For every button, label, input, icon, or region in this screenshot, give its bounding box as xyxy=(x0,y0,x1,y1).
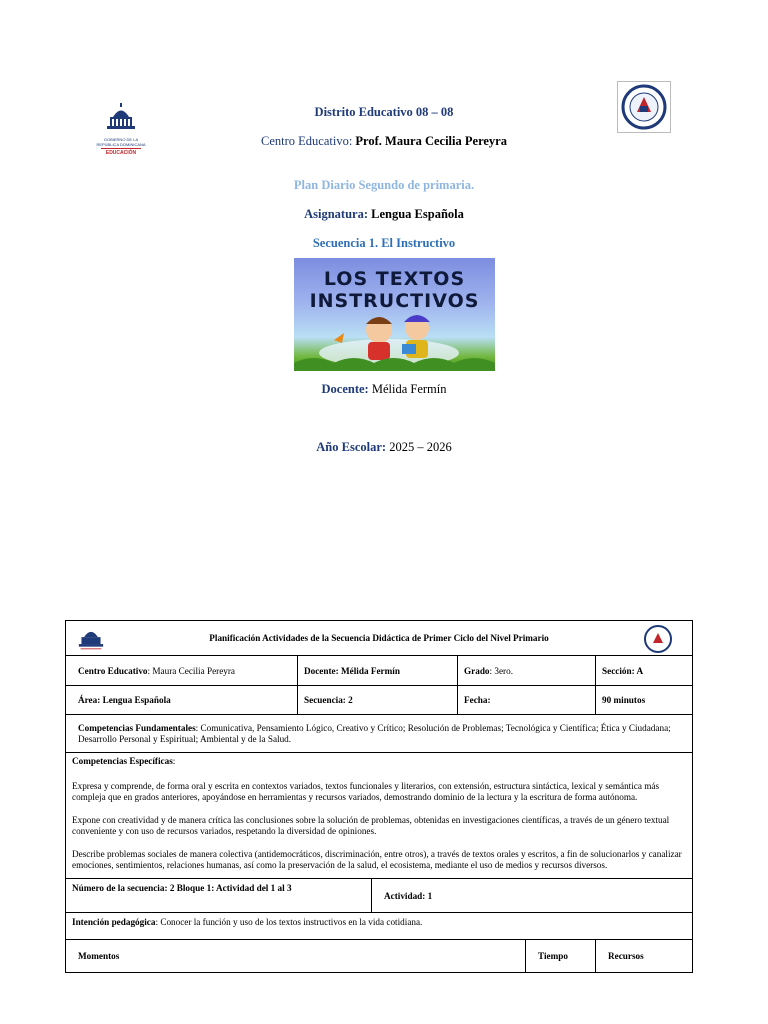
table-seal-icon xyxy=(642,624,674,654)
cover-title-line1: LOS TEXTOS xyxy=(323,268,466,290)
center-value: Prof. Maura Cecilia Pereyra xyxy=(355,134,507,148)
activity-label: Actividad xyxy=(384,890,423,901)
section-cell-value: : A xyxy=(631,665,644,676)
year-label: Año Escolar: xyxy=(316,440,387,454)
grade-cell xyxy=(458,656,596,686)
sequence-number-value: : 2 Bloque 1 xyxy=(164,883,212,893)
specific-label: Competencias Específicas xyxy=(72,756,173,766)
duration-cell xyxy=(596,686,693,715)
fundamental-label: Competencias Fundamentales xyxy=(78,722,196,733)
district-label: Distrito Educativo 08 – 08 xyxy=(314,105,454,119)
planning-table xyxy=(65,620,693,973)
teacher-line xyxy=(0,382,768,397)
grade-cell-label: Grado xyxy=(464,665,490,676)
section-cell-label: Sección xyxy=(602,665,632,676)
moments-cell xyxy=(66,940,526,973)
intention-label: Intención pedagógica xyxy=(72,917,156,927)
specific-paragraph-3: Describe problemas sociales de manera colectiva (antidemocráticos, discriminación, entre otros), a través de textos orales y escritos, a fin de solucionarlos y canalizar emociones, sentimientos, relaciones humanas, así como la preservación de la salud, el ecosistema, mediante el uso de medios y recursos diversos. xyxy=(72,849,682,870)
sequence-cell-label: Secuencia xyxy=(304,695,343,705)
teacher-label: Docente: xyxy=(321,382,369,396)
date-label: Fecha: xyxy=(464,695,491,705)
section-cell xyxy=(596,656,693,686)
fundamental-text: : Comunicativa, Pensamiento Lógico, Creativo y Crítico; Resolución de Problemas; Tecnológica y Científica; Ética y Ciudadana; Desarrollo Personal y Espiritual; Ambiental y de la Salud. xyxy=(78,722,671,744)
center-label: Centro Educativo: xyxy=(261,134,353,148)
activity-value: : 1 xyxy=(422,890,433,901)
school-year-line xyxy=(0,440,768,455)
subject-value: Lengua Española xyxy=(371,207,464,221)
activity-range: : Actividad del 1 al 3 xyxy=(211,883,292,893)
table-title-cell xyxy=(66,621,693,656)
sequence-cell xyxy=(298,686,458,715)
district-title xyxy=(0,105,768,120)
fundamental-cell xyxy=(66,715,693,753)
center-cell xyxy=(66,656,298,686)
time-cell xyxy=(526,940,596,973)
gov-logo-line2: REPÚBLICA DOMINICANA xyxy=(96,142,146,147)
grade-cell-value: : 3ero. xyxy=(489,665,514,676)
area-value: Área: Lengua Española xyxy=(78,695,171,705)
moments-header-row xyxy=(66,940,693,973)
gov-logo-line1: GOBIERNO DE LA xyxy=(103,137,139,142)
info-row-1 xyxy=(66,656,693,686)
gov-logo-line3: EDUCACIÓN xyxy=(105,150,137,156)
teacher-cell xyxy=(298,656,458,686)
specific-paragraph-1: Expresa y comprende, de forma oral y escrita en contextos variados, textos funcionales y literarios, con extensión, estructura sintáctica, lexical y semántica más compleja que en grados anteriores, apoyándose en herramientas y recursos variados, demostrando dominio de la lectura y la escritura de forma autónoma. xyxy=(72,781,660,802)
activity-cell xyxy=(372,879,693,913)
subject-line xyxy=(0,207,768,222)
resources-header: Recursos xyxy=(608,951,644,961)
sequence-number-label: Número de la secuencia xyxy=(72,883,165,893)
center-cell-label: Centro Educativo xyxy=(78,665,148,676)
cover-title-line2: INSTRUCTIVOS xyxy=(309,290,480,312)
children-reading-icon xyxy=(294,258,495,371)
resources-cell xyxy=(596,940,693,973)
table-header-row xyxy=(66,621,693,656)
fundamental-row xyxy=(66,715,693,753)
plan-title-text: Plan Diario Segundo de primaria. xyxy=(293,178,475,192)
table-title: Planificación Actividades de la Secuencia Didáctica de Primer Ciclo del Nivel Primario xyxy=(209,633,549,643)
intention-row xyxy=(66,913,693,940)
center-cell-value: : Maura Cecilia Pereyra xyxy=(147,665,236,676)
moments-header: Momentos xyxy=(78,951,120,961)
teacher-cell-label: Docente xyxy=(304,665,336,676)
sequence-title-text: Secuencia 1. El Instructivo xyxy=(312,236,456,250)
intention-cell xyxy=(66,913,693,940)
info-row-2 xyxy=(66,686,693,715)
cover-illustration xyxy=(294,258,495,371)
sequence-cell-value: : 2 xyxy=(342,695,353,705)
time-header: Tiempo xyxy=(538,951,568,961)
intention-text: : Conocer la función y uso de los textos instructivos en la vida cotidiana. xyxy=(155,917,423,927)
specific-paragraph-2: Expone con creatividad y de manera crítica las conclusiones sobre la solución de problemas, obtenidas en investigaciones científicas, a través de un género textual conveniente y con uso de recursos variados, respetando la diversidad de opiniones. xyxy=(72,815,670,836)
date-cell xyxy=(458,686,596,715)
area-cell xyxy=(66,686,298,715)
specific-row xyxy=(66,753,693,879)
sequence-number-cell xyxy=(66,879,372,913)
sequence-title xyxy=(0,236,768,251)
teacher-value: Mélida Fermín xyxy=(371,382,447,396)
year-value: 2025 – 2026 xyxy=(389,440,452,454)
center-line xyxy=(0,134,768,149)
duration-value: 90 minutos xyxy=(602,695,646,705)
teacher-cell-value: : Mélida Fermín xyxy=(335,665,400,676)
specific-label-suffix: : xyxy=(172,756,176,766)
specific-cell xyxy=(66,753,693,879)
sequence-row xyxy=(66,879,693,913)
table-gov-logo-icon xyxy=(68,625,114,651)
plan-title xyxy=(0,178,768,193)
subject-label: Asignatura: xyxy=(304,207,369,221)
